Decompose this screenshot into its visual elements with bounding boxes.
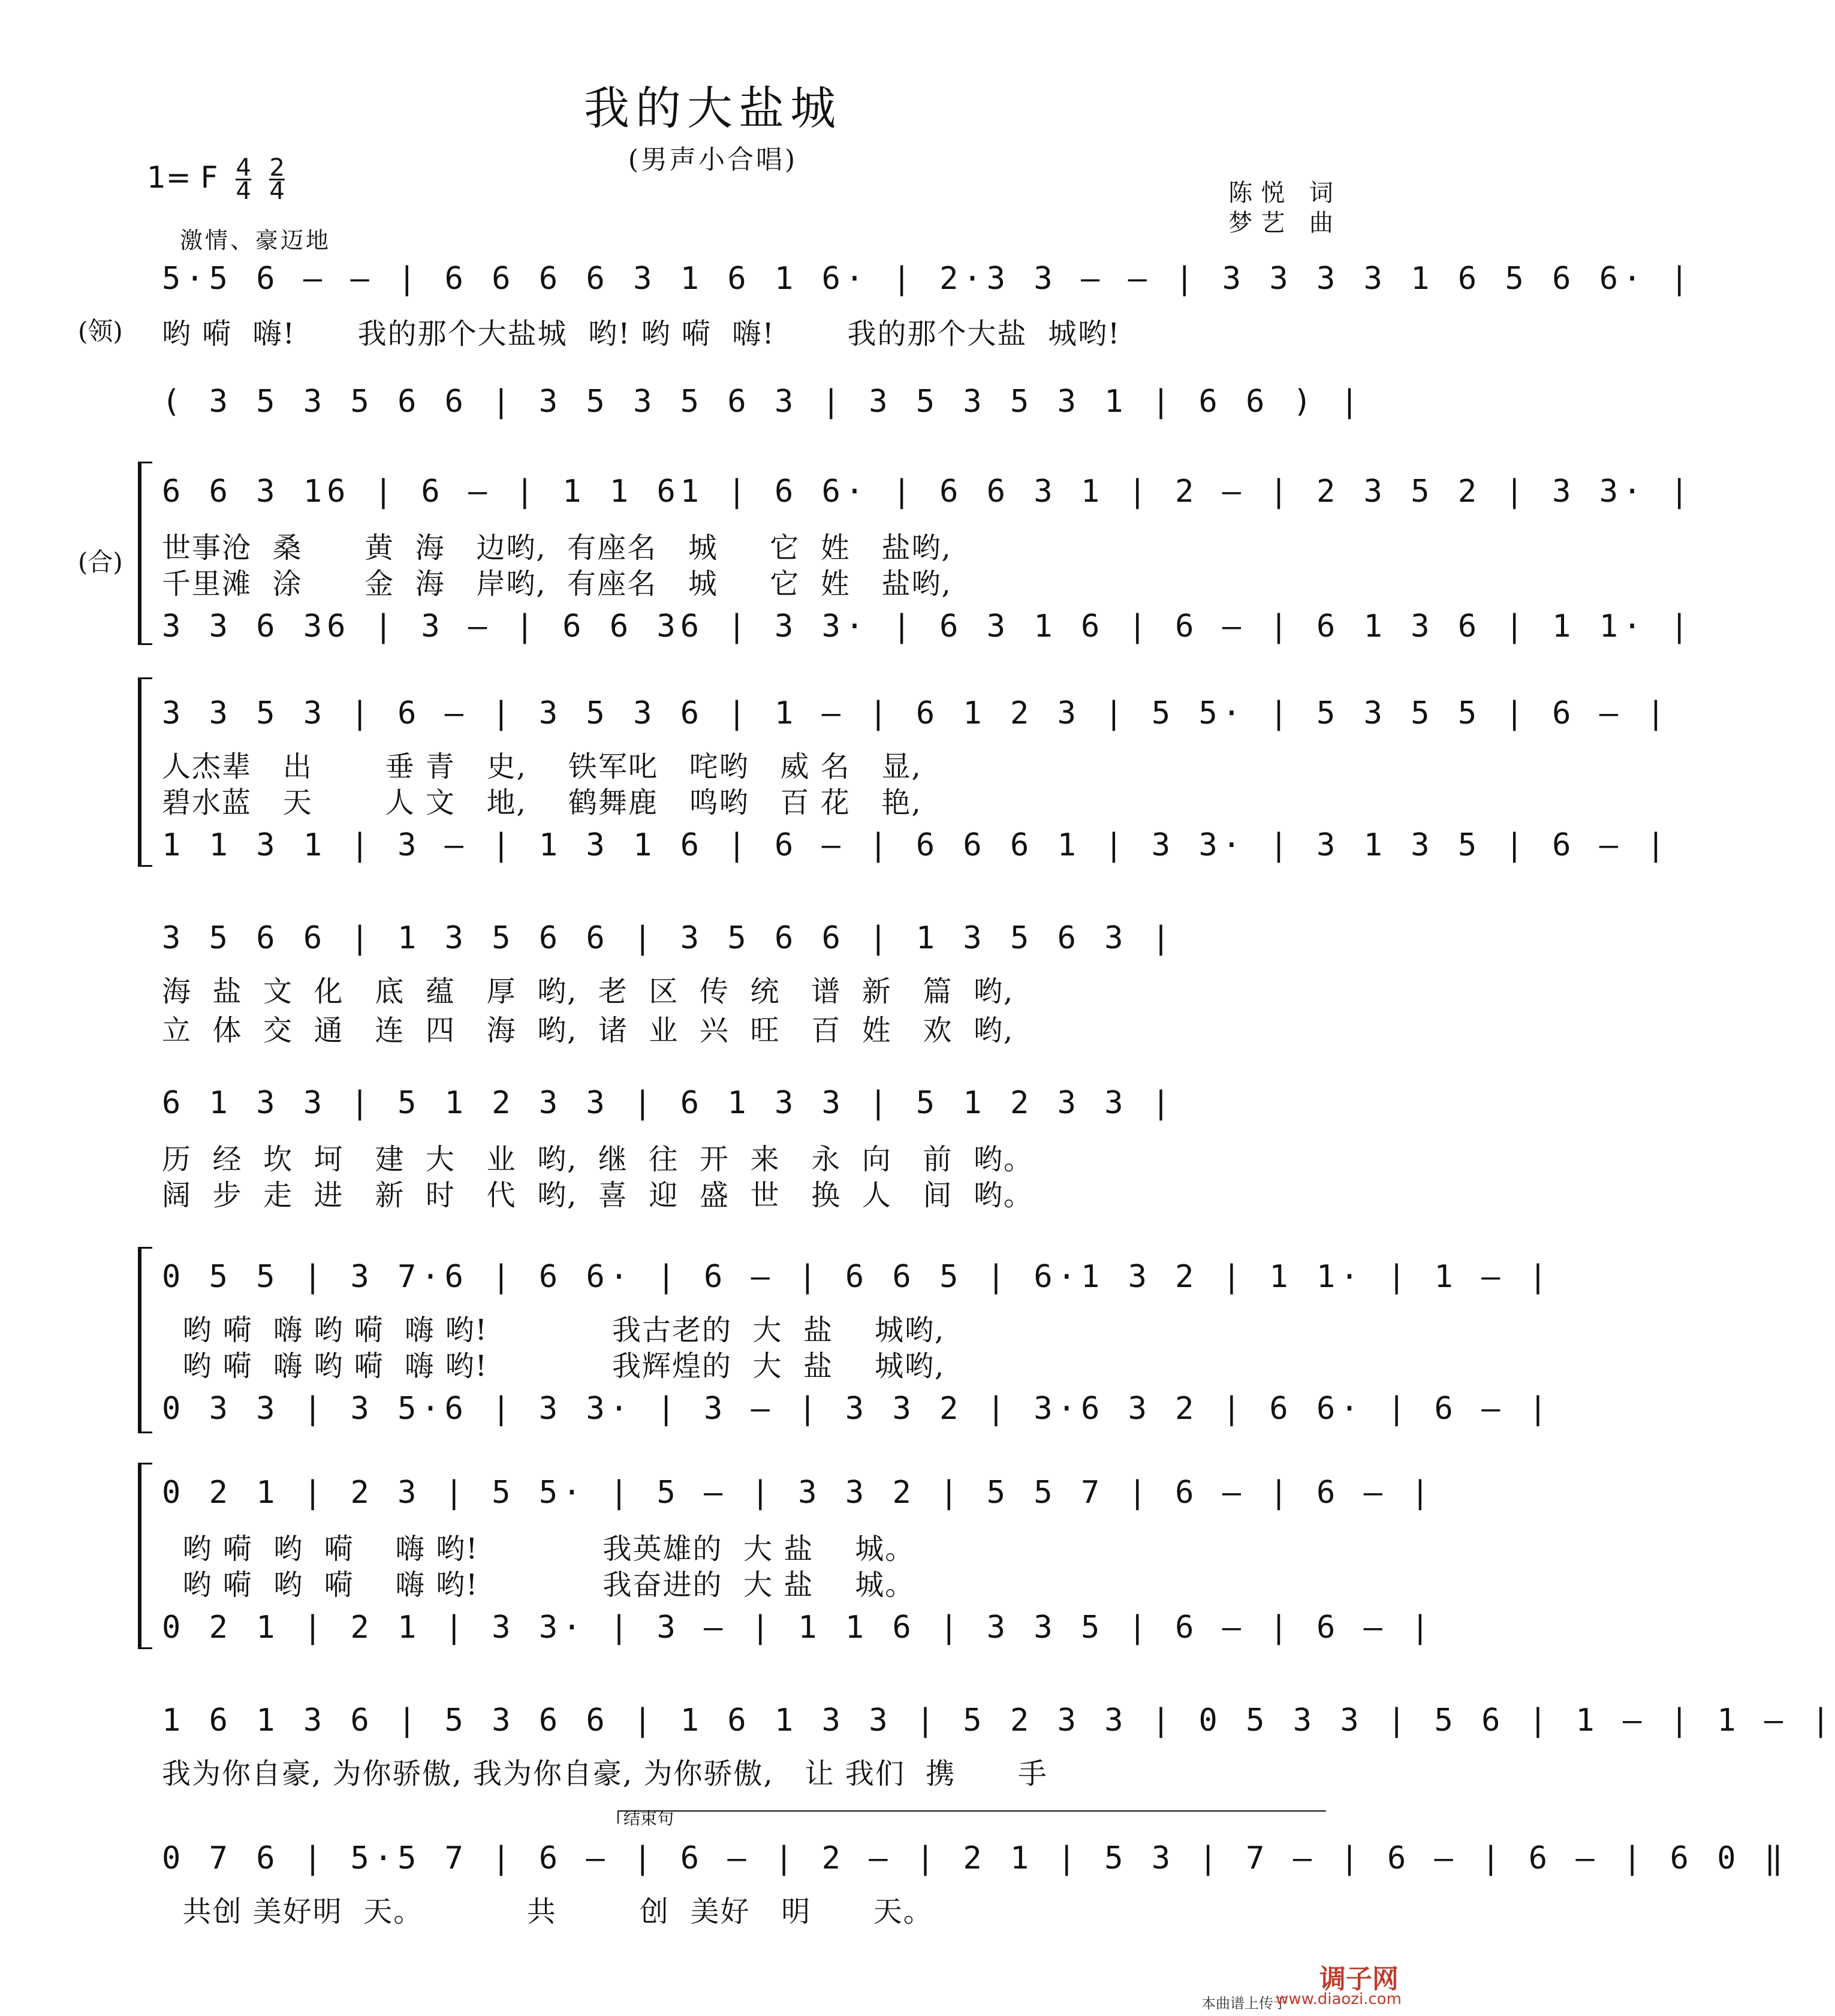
system-5-notes-text: 3 5 6 6 | 1 3 5 6 6 | 3 5 6 6 | 1 3 5 6 3 | <box>162 920 1176 956</box>
key-label: 1= F <box>147 160 218 195</box>
system-2-notes <box>162 384 1364 420</box>
brand-logo: 调子网 <box>1319 1964 1399 1994</box>
system-5-lyric-1: 海 盐 文 化 底 蕴 厚 哟, 老 区 传 统 谱 新 篇 哟, <box>162 975 1014 1008</box>
system-7-bracket <box>138 1247 152 1433</box>
system-1-notes <box>162 261 1694 297</box>
system-6-notes <box>162 1085 1349 1121</box>
system-9-notes <box>162 1702 1835 1738</box>
system-9-lyric: 我为你自豪, 为你骄傲, 我为你自豪, 为你骄傲, 让 我们 携 手 <box>162 1757 1048 1791</box>
system-8-lyric-1: 哟 嗬 哟 嗬 嗨 哟! 我英雄的 大 盐 城。 <box>162 1532 915 1566</box>
system-10-lyric: 共创 美好明 天。 共 创 美好 明 天。 <box>162 1895 933 1928</box>
system-9-notes-text: 1 6 1 3 6 | 5 3 6 6 | 1 6 1 3 3 | 5 2 3 3 | 0 5 3 3 | 5 6 | 1 — | 1 — | <box>162 1702 1835 1738</box>
system-7-upper-text: 0 5 5 | 3 7·6 | 6 6· | 6 — | 6 6 5 | 6·1 3 2 | 1 1· | 1 — | <box>162 1259 1553 1295</box>
site-url: www.diaozi.com <box>1276 1990 1402 2008</box>
time-signature-2 <box>269 154 285 205</box>
system-3-lyric-2: 千里滩 涂 金 海 岸哟, 有座名 城 它 姓 盐哟, <box>162 567 952 601</box>
lead-label: (领) <box>78 317 123 346</box>
system-5-notes <box>162 920 1349 956</box>
system-3-upper <box>162 474 1694 510</box>
system-8-bracket <box>138 1463 152 1649</box>
page-title: 我的大盐城 <box>584 82 842 135</box>
time-sig-1-top: 4 <box>236 154 251 182</box>
system-10-notes-text: 0 7 6 | 5·5 7 | 6 — | 6 — | 2 — | 2 1 | 5 3 | 7 — | 6 — | 6 — | 6 0 ‖ <box>162 1840 1788 1876</box>
system-4-lyric-1: 人杰辈 出 垂 青 史, 铁军叱 咤哟 威 名 显, <box>162 750 922 784</box>
composer-credit: 梦艺 曲 <box>1228 209 1342 237</box>
system-3-lower <box>162 608 1694 644</box>
tempo-marking: 激情、豪迈地 <box>180 227 332 254</box>
system-7-upper <box>162 1259 1553 1295</box>
key-signature <box>147 154 285 205</box>
page-subtitle: (男声小合唱) <box>628 144 798 175</box>
system-4-lower <box>162 827 1670 863</box>
system-7-lower <box>162 1391 1553 1427</box>
chorus-label: (合) <box>78 547 123 577</box>
system-3-lower-text: 3 3 6 36 | 3 — | 6 6 36 | 3 3· | 6 3 1 6 | 6 — | 6 1 3 6 | 1 1· | <box>162 608 1694 644</box>
system-8-upper <box>162 1475 1435 1511</box>
system-4-bracket <box>138 677 152 867</box>
time-sig-1-bottom: 4 <box>236 177 251 205</box>
system-8-lower-text: 0 2 1 | 2 1 | 3 3· | 3 — | 1 1 6 | 3 3 5 | 6 — | 6 — | <box>162 1610 1435 1646</box>
upload-note: 本曲谱上传于 <box>1201 1995 1288 2012</box>
system-2-notes-text: ( 3 5 3 5 6 6 | 3 5 3 5 6 3 | 3 5 3 5 3 1 | 6 6 ) | <box>162 384 1364 420</box>
system-10-notes <box>162 1840 1788 1876</box>
system-4-lower-text: 1 1 3 1 | 3 — | 1 3 1 6 | 6 — | 6 6 6 1 | 3 3· | 3 1 3 5 | 6 — | <box>162 827 1670 863</box>
system-5-lyric-2: 立 体 交 通 连 四 海 哟, 诸 业 兴 旺 百 姓 欢 哟, <box>162 1014 1014 1047</box>
ending-label: 结束句 <box>623 1809 674 1828</box>
system-1-notes-text: 5·5 6 — — | 6 6 6 6 3 1 6 1 6· | 2·3 3 — — | 3 3 3 3 1 6 5 6 6· | <box>162 261 1694 297</box>
system-1-lyrics: 哟 嗬 嗨! 我的那个大盐城 哟! 哟 嗬 嗨! 我的那个大盐 城哟! <box>162 317 1121 351</box>
time-sig-2-top: 2 <box>269 154 285 182</box>
system-8-lower <box>162 1610 1435 1646</box>
system-3-upper-text: 6 6 3 16 | 6 — | 1 1 61 | 6 6· | 6 6 3 1 | 2 — | 2 3 5 2 | 3 3· | <box>162 474 1694 510</box>
system-7-lyric-2: 哟 嗬 嗨 哟 嗬 嗨 哟! 我辉煌的 大 盐 城哟, <box>162 1349 945 1383</box>
time-signature-1 <box>236 154 251 205</box>
system-4-upper <box>162 695 1670 731</box>
lyricist-credit: 陈悦 词 <box>1228 179 1342 207</box>
system-7-lower-text: 0 3 3 | 3 5·6 | 3 3· | 3 — | 3 3 2 | 3·6 3 2 | 6 6· | 6 — | <box>162 1391 1553 1427</box>
system-8-lyric-2: 哟 嗬 哟 嗬 嗨 哟! 我奋进的 大 盐 城。 <box>162 1568 915 1602</box>
system-3-bracket <box>138 462 152 645</box>
system-6-lyric-2: 阔 步 走 进 新 时 代 哟, 喜 迎 盛 世 换 人 间 哟。 <box>162 1179 1034 1212</box>
system-6-lyric-1: 历 经 坎 坷 建 大 业 哟, 继 往 开 来 永 向 前 哟。 <box>162 1143 1034 1176</box>
ending-bracket <box>617 1810 1326 1824</box>
system-6-notes-text: 6 1 3 3 | 5 1 2 3 3 | 6 1 3 3 | 5 1 2 3 3 | <box>162 1085 1176 1121</box>
system-8-upper-text: 0 2 1 | 2 3 | 5 5· | 5 — | 3 3 2 | 5 5 7 | 6 — | 6 — | <box>162 1475 1435 1511</box>
time-sig-2-bottom: 4 <box>269 177 285 205</box>
system-4-lyric-2: 碧水蓝 天 人 文 地, 鹤舞鹿 鸣哟 百 花 艳, <box>162 786 922 819</box>
system-7-lyric-1: 哟 嗬 嗨 哟 嗬 嗨 哟! 我古老的 大 盐 城哟, <box>162 1313 945 1347</box>
system-4-upper-text: 3 3 5 3 | 6 — | 3 5 3 6 | 1 — | 6 1 2 3 | 5 5· | 5 3 5 5 | 6 — | <box>162 695 1670 731</box>
system-3-lyric-1: 世事沧 桑 黄 海 边哟, 有座名 城 它 姓 盐哟, <box>162 531 952 565</box>
